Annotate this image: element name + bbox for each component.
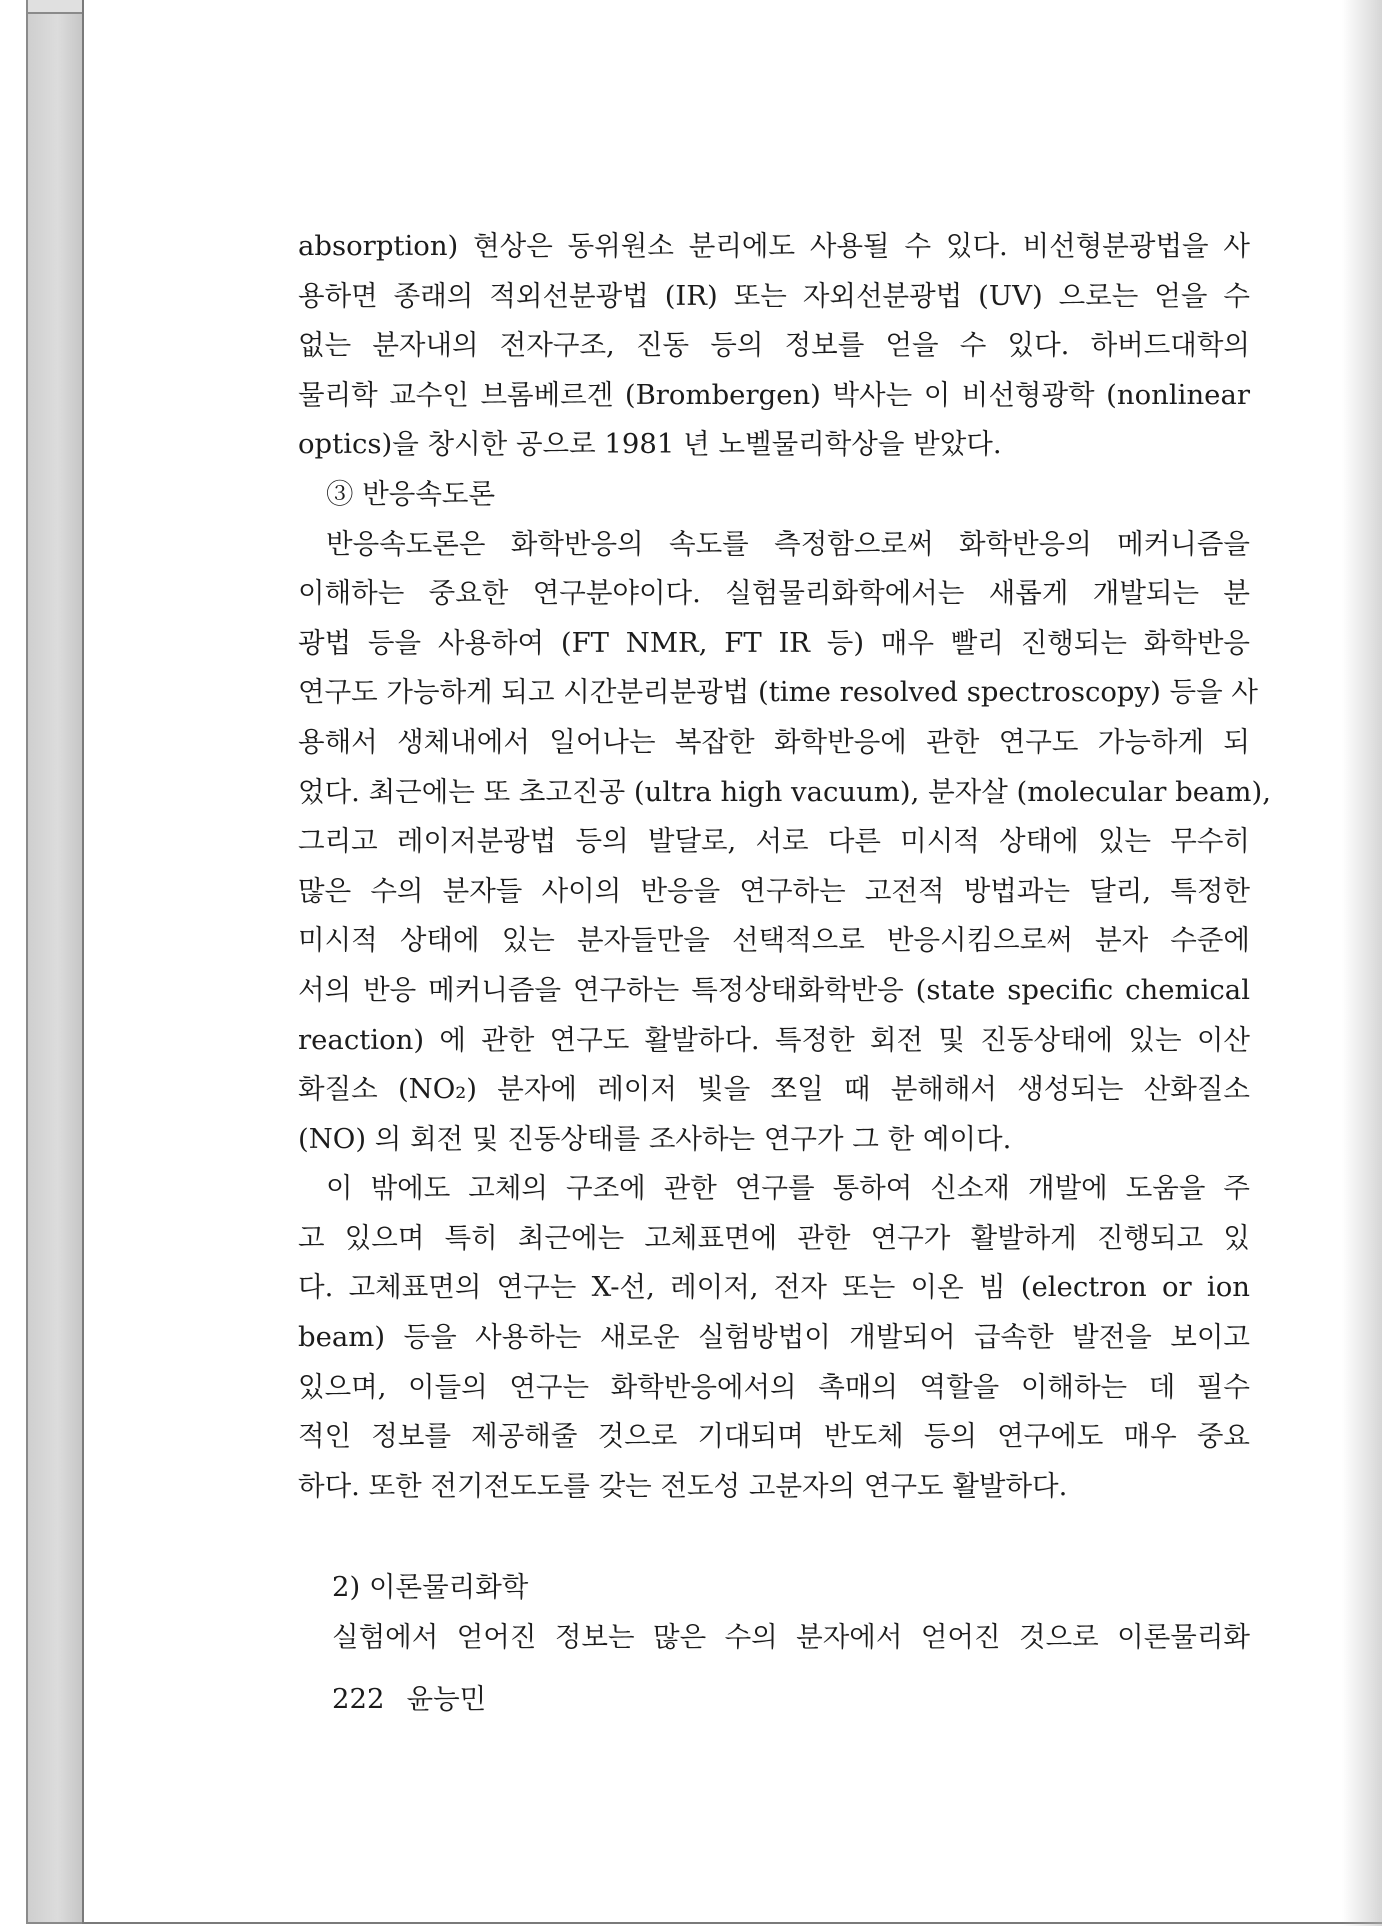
text-line: 었다. 최근에는 또 초고진공 (ultra high vacuum), 분자살 (molecular beam), xyxy=(298,775,1271,808)
page-text-body xyxy=(298,222,1271,1663)
text-line: 용하면 종래의 적외선분광법 (IR) 또는 자외선분광법 (UV) 으로는 얻을 수 xyxy=(298,279,1250,312)
text-line: 반응속도론은 화학반응의 속도를 측정함으로써 화학반응의 메커니즘을 xyxy=(326,527,1250,560)
section-spacer xyxy=(298,1511,1250,1563)
text-line: optics)을 창시한 공으로 1981 년 노벨물리학상을 받았다. xyxy=(298,428,1002,461)
text-line: 용해서 생체내에서 일어나는 복잡한 화학반응에 관한 연구도 가능하게 되 xyxy=(298,725,1250,758)
text-line: 미시적 상태에 있는 분자들만을 선택적으로 반응시킴으로써 분자 수준에 xyxy=(298,924,1250,957)
text-line: reaction) 에 관한 연구도 활발하다. 특정한 회전 및 진동상태에 있는 이산 xyxy=(298,1023,1250,1056)
text-line: 그리고 레이저분광법 등의 발달로, 서로 다른 미시적 상태에 있는 무수히 xyxy=(298,825,1250,858)
text-line: 많은 수의 분자들 사이의 반응을 연구하는 고전적 방법과는 달리, 특정한 xyxy=(298,874,1250,907)
text-line: 없는 분자내의 전자구조, 진동 등의 정보를 얻을 수 있다. 하버드대학의 xyxy=(298,329,1250,362)
text-line: 화질소 (NO₂) 분자에 레이저 빛을 쪼일 때 분해해서 생성되는 산화질소 xyxy=(298,1073,1250,1106)
text-line: 물리학 교수인 브롬베르겐 (Brombergen) 박사는 이 비선형광학 (nonlinear xyxy=(298,378,1250,411)
paragraph-3 xyxy=(298,1164,1250,1511)
book-spine xyxy=(26,12,84,1924)
text-line: 하다. 또한 전기전도도를 갖는 전도성 고분자의 연구도 활발하다. xyxy=(298,1469,1068,1502)
author-name: 윤능민 xyxy=(406,1683,487,1715)
page-number: 222 xyxy=(332,1683,385,1715)
text-line: (NO) 의 회전 및 진동상태를 조사하는 연구가 그 한 예이다. xyxy=(298,1122,1012,1155)
paragraph-1 xyxy=(298,222,1250,470)
subsection-heading-reaction-kinetics: ③ 반응속도론 xyxy=(326,477,496,510)
text-line: 이해하는 중요한 연구분야이다. 실험물리화학에서는 새롭게 개발되는 분 xyxy=(298,577,1250,610)
page-edge-shadow xyxy=(1342,0,1382,1926)
text-line: absorption) 현상은 동위원소 분리에도 사용될 수 있다. 비선형분광법을 사 xyxy=(298,230,1250,262)
text-line: 광법 등을 사용하여 (FT NMR, FT IR 등) 매우 빨리 진행되는 화학반응 xyxy=(298,626,1250,659)
text-line: 고 있으며 특히 최근에는 고체표면에 관한 연구가 활발하게 진행되고 있 xyxy=(298,1221,1250,1254)
text-line: 실험에서 얻어진 정보는 많은 수의 분자에서 얻어진 것으로 이론물리화 xyxy=(332,1621,1250,1654)
text-line: 다. 고체표면의 연구는 X-선, 레이저, 전자 또는 이온 빔 (electron or ion xyxy=(298,1271,1250,1304)
text-line: 이 밖에도 고체의 구조에 관한 연구를 통하여 신소재 개발에 도움을 주 xyxy=(326,1172,1250,1205)
text-line: 서의 반응 메커니즘을 연구하는 특정상태화학반응 (state specific chemical xyxy=(298,973,1250,1006)
text-line: 있으며, 이들의 연구는 화학반응에서의 촉매의 역할을 이해하는 데 필수 xyxy=(298,1370,1250,1403)
text-line: 연구도 가능하게 되고 시간분리분광법 (time resolved spectroscopy) 등을 사 xyxy=(298,676,1258,709)
paragraph-2 xyxy=(298,520,1271,1165)
text-line: beam) 등을 사용하는 새로운 실험방법이 개발되어 급속한 발전을 보이고 xyxy=(298,1321,1250,1354)
page-footer xyxy=(332,1676,486,1716)
text-line: 적인 정보를 제공해줄 것으로 기대되며 반도체 등의 연구에도 매우 중요 xyxy=(298,1420,1250,1453)
section-heading-theoretical-physical-chemistry: 2) 이론물리화학 xyxy=(332,1571,529,1604)
